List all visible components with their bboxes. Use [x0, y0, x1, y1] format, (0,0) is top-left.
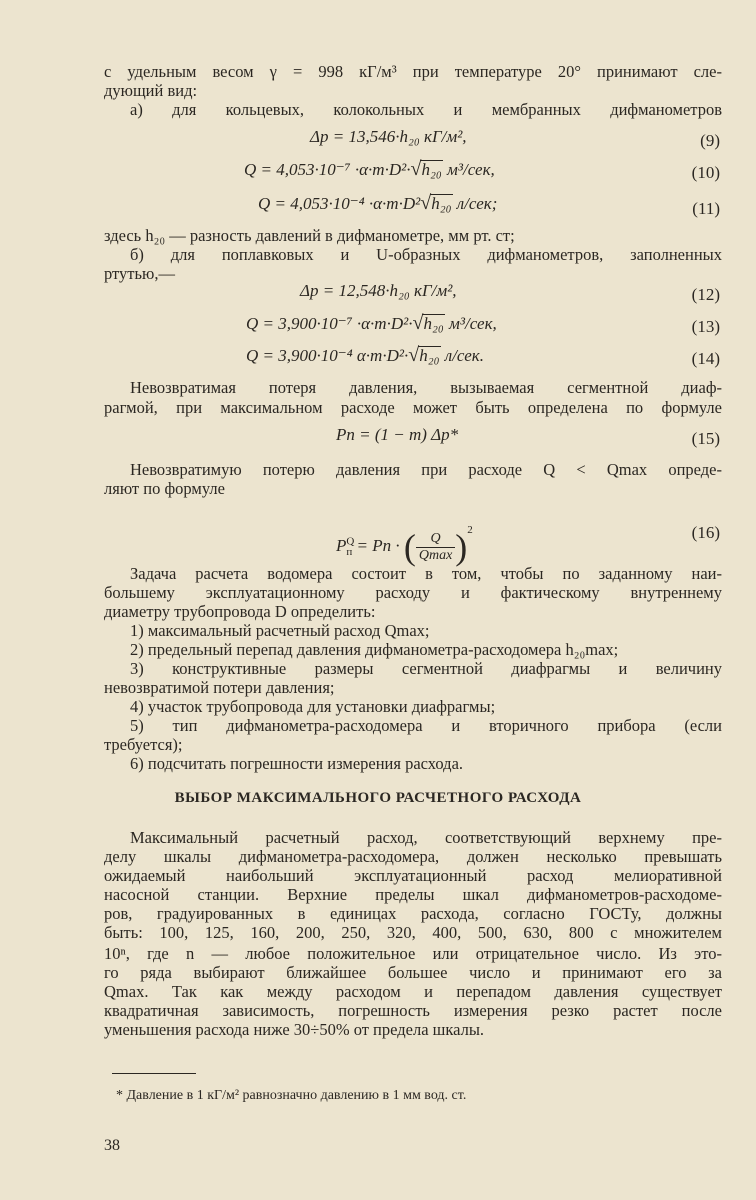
equation-number: (11) [692, 199, 720, 218]
text-line: ляют по формуле [104, 479, 225, 498]
footnote-divider [112, 1073, 196, 1074]
text-line: ров, градуированных в единицах расхода, согласно ГОСТу, должны [104, 904, 722, 923]
text-line: здесь h₂₀ — разность давлений в дифманометре, мм рт. ст; [104, 226, 515, 245]
text-line: требуется); [104, 735, 183, 754]
text-line: с удельным весом γ = 998 кГ/м³ при температуре 20° принимают сле- [104, 62, 722, 81]
text-line: Невозвратимую потерю давления при расходе Q < Qmax опреде- [130, 460, 722, 479]
section-heading: ВЫБОР МАКСИМАЛЬНОГО РАСЧЕТНОГО РАСХОДА [174, 790, 582, 806]
text-line: б) для поплавковых и U-образных дифманометров, заполненных [130, 245, 722, 264]
formula-15: Pп = (1 − m) Δp* [336, 425, 459, 444]
text-line: а) для кольцевых, колокольных и мембранных дифманометров [130, 100, 722, 119]
equation-number: (13) [691, 317, 720, 336]
list-item: 1) максимальный расчетный расход Qmax; [130, 621, 430, 640]
equation-number: (15) [691, 429, 720, 448]
formula-9: Δp = 13,546·h₂₀ кГ/м², [310, 127, 467, 146]
footnote: * Давление в 1 кГ/м² равнозначно давлению в 1 мм вод. ст. [116, 1088, 467, 1103]
list-item: 5) тип дифманометра-расходомера и вторичного прибора (если [130, 716, 722, 735]
formula-14: Q = 3,900·10⁻⁴ α·m·D²·√h₂₀ л/сек. [246, 344, 484, 366]
text-line: ожидаемый наибольший эксплуатационный расход мелиоративной [104, 866, 722, 885]
text-line: ртутью,— [104, 264, 175, 283]
equation-number: (14) [691, 349, 720, 368]
text-line: квадратичная зависимость, погрешность измерения резко растет после [104, 1001, 722, 1020]
formula-13: Q = 3,900·10⁻⁷ ·α·m·D²·√h₂₀ м³/сек, [246, 312, 497, 334]
text-line: го ряда выбирают ближайшее большее число и принимают его за [104, 963, 722, 982]
text-line: 10ⁿ, где n — любое положительное или отрицательное число. Из это- [104, 944, 722, 963]
text-line: Максимальный расчетный расход, соответствующий верхнему пре- [130, 828, 722, 847]
list-item: 2) предельный перепад давления дифманометра-расходомера h₂₀max; [130, 640, 619, 659]
text-line: большему эксплуатационному расходу и фактическому внутреннему [104, 583, 722, 602]
text-line: Невозвратимая потеря давления, вызываемая сегментной диаф- [130, 378, 722, 397]
formula-11: Q = 4,053·10⁻⁴ ·α·m·D²√h₂₀ л/сек; [258, 192, 498, 214]
list-item: 3) конструктивные размеры сегментной диафрагмы и величину [130, 659, 722, 678]
text-line: дующий вид: [104, 81, 198, 100]
equation-number: (12) [691, 285, 720, 304]
page-number: 38 [104, 1137, 120, 1154]
text-line: невозвратимой потери давления; [104, 678, 335, 697]
equation-number: (9) [700, 131, 720, 150]
text-line: насосной станции. Верхние пределы шкал дифманометров-расходоме- [104, 885, 722, 904]
list-item: 4) участок трубопровода для установки диафрагмы; [130, 697, 496, 716]
formula-16: $P^Q_п$ = Pп · ( $\frac{Q}{Qmax}$ )$^2$ [336, 524, 473, 568]
formula-10: Q = 4,053·10⁻⁷ ·α·m·D²·√h₂₀ м³/сек, [244, 158, 495, 180]
text-line: Задача расчета водомера состоит в том, чтобы по заданному наи- [130, 564, 722, 583]
equation-number: (10) [691, 163, 720, 182]
text-line: диаметру трубопровода D определить: [104, 602, 376, 621]
text-line: Qmax. Так как между расходом и перепадом давления существует [104, 982, 722, 1001]
formula-12: Δp = 12,548·h₂₀ кГ/м², [300, 281, 457, 300]
equation-number: (16) [691, 523, 720, 542]
list-item: 6) подсчитать погрешности измерения расхода. [130, 754, 464, 773]
text-line: делу шкалы дифманометра-расходомера, должен несколько превышать [104, 847, 722, 866]
text-line: рагмой, при максимальном расходе может быть определена по формуле [104, 398, 722, 417]
text-line: уменьшения расхода ниже 30÷50% от предела шкалы. [104, 1020, 485, 1039]
text-line: быть: 100, 125, 160, 200, 250, 320, 400, 500, 630, 800 с множителем [104, 923, 722, 942]
